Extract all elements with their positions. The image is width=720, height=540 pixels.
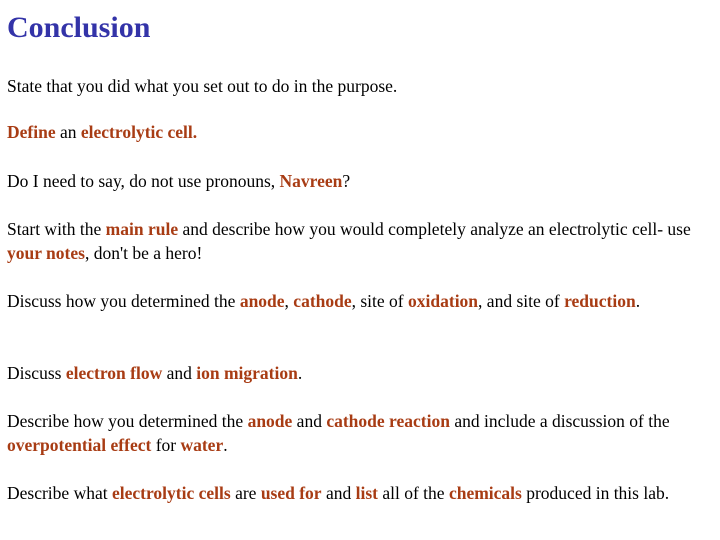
paragraph-reactions — [7, 409, 719, 457]
text-segment: and — [321, 483, 356, 503]
highlighted-term: list — [355, 483, 378, 503]
text-segment: , — [284, 291, 294, 311]
highlighted-term: anode — [247, 411, 293, 431]
highlighted-term: cathode — [293, 291, 352, 311]
text-segment: . — [635, 291, 641, 311]
highlighted-term: used for — [260, 483, 322, 503]
paragraph-pronouns — [7, 169, 719, 193]
text-segment: Discuss — [7, 363, 66, 383]
highlighted-term: overpotential effect — [7, 435, 152, 455]
text-segment: for — [151, 435, 181, 455]
paragraph-chemicals — [7, 481, 719, 505]
paragraph-define-cell — [7, 120, 719, 144]
highlighted-term: chemicals — [448, 483, 522, 503]
highlighted-term: Navreen — [279, 171, 343, 191]
paragraph-purpose — [7, 74, 719, 98]
highlighted-term: main rule — [105, 219, 179, 239]
text-segment: . — [223, 435, 228, 455]
highlighted-term: water — [180, 435, 224, 455]
text-segment: , don't be a hero! — [84, 243, 203, 263]
text-segment: Start with the — [7, 219, 106, 239]
highlighted-term: cathode reaction — [326, 411, 450, 431]
text-segment: all of the — [377, 483, 449, 503]
text-segment: , and site of — [478, 291, 565, 311]
text-segment: . — [297, 363, 303, 383]
text-segment: Discuss how you determined the — [7, 291, 240, 311]
highlighted-term: electrolytic cell. — [80, 122, 198, 142]
text-segment: and — [162, 363, 197, 383]
paragraph-electrodes — [7, 289, 719, 313]
highlighted-term: anode — [239, 291, 285, 311]
highlighted-term: electrolytic cells — [111, 483, 231, 503]
highlighted-term: your notes — [7, 243, 85, 263]
text-segment: ? — [342, 171, 351, 191]
text-segment: Describe how you determined the — [7, 411, 248, 431]
paragraph-main-rule — [7, 217, 719, 265]
text-segment: , site of — [351, 291, 409, 311]
text-segment: produced in this lab. — [521, 483, 670, 503]
highlighted-term: Define — [7, 122, 56, 142]
text-segment: State that you did what you set out to do in the purpose. — [7, 76, 398, 96]
text-segment: and include a discussion of the — [449, 411, 670, 431]
highlighted-term: ion migration — [196, 363, 298, 383]
text-segment: Describe what — [7, 483, 112, 503]
text-segment: are — [230, 483, 261, 503]
text-segment: and — [292, 411, 327, 431]
highlighted-term: oxidation — [408, 291, 479, 311]
highlighted-term: electron flow — [65, 363, 163, 383]
text-segment: Do I need to say, do not use pronouns, — [7, 171, 280, 191]
text-segment: and describe how you would completely analyze an electrolytic cell- use — [178, 219, 691, 239]
text-segment: an — [55, 122, 81, 142]
highlighted-term: reduction — [564, 291, 636, 311]
slide-title: Conclusion — [7, 11, 151, 44]
paragraph-electron-flow — [7, 361, 719, 385]
